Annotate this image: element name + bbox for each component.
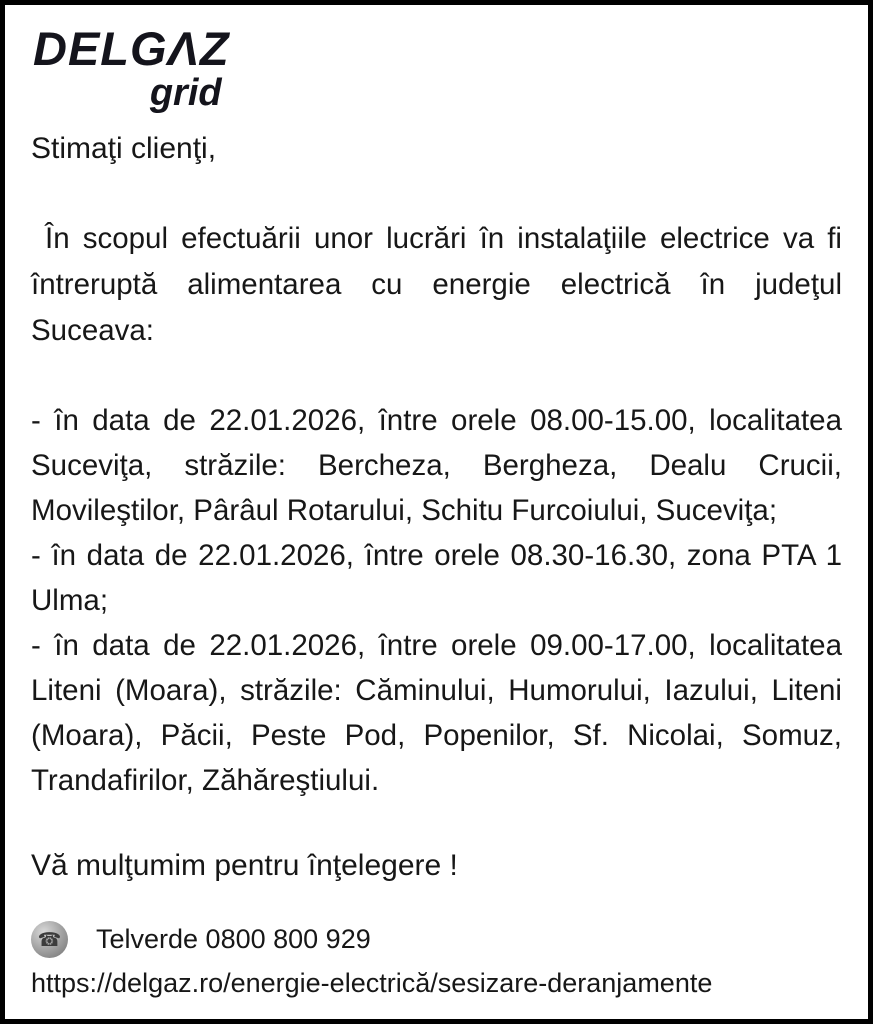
outage-item: - în data de 22.01.2026, între orele 09.00-17.00, localitatea Liteni (Moara), străzile: Căminului, Humorului, Iazului, Liteni (Moara), Păcii, Peste Pod, Popenilor, Sf. Nicolai, Somuz, Trandafirilor, Zăhăreştiului. [31, 629, 842, 797]
telverde-phone-number: Telverde 0800 800 929 [96, 924, 371, 954]
phone-row [31, 921, 842, 958]
outage-list [31, 398, 842, 803]
telephone-glyph: ☎ [37, 930, 62, 951]
url-row [31, 968, 842, 999]
outage-item: - în data de 22.01.2026, între orele 08.00-15.00, localitatea Suceviţa, străzile: Bercheza, Bergheza, Dealu Crucii, Movileştilor, Pârâul Rotarului, Schitu Furcoiului, Suceviţa; [31, 404, 842, 527]
intro-paragraph: În scopul efectuării unor lucrări în instalaţiile electrice va fi întreruptă alimentarea cu energie electrică în judeţul Suceava: [31, 222, 842, 347]
delgaz-report-url[interactable]: https://delgaz.ro/energie-electrică/sesizare-deranjamente [31, 968, 713, 998]
logo-subtitle: grid [149, 72, 222, 114]
outage-item: - în data de 22.01.2026, între orele 08.30-16.30, zona PTA 1 Ulma; [31, 539, 842, 617]
logo-wordmark: DELGΛZ [33, 22, 230, 75]
salutation: Stimaţi clienţi, [31, 132, 217, 165]
delgaz-grid-logo [33, 22, 230, 114]
telephone-icon [31, 921, 68, 958]
closing-message: Vă mulţumim pentru înţelegere ! [31, 849, 458, 882]
